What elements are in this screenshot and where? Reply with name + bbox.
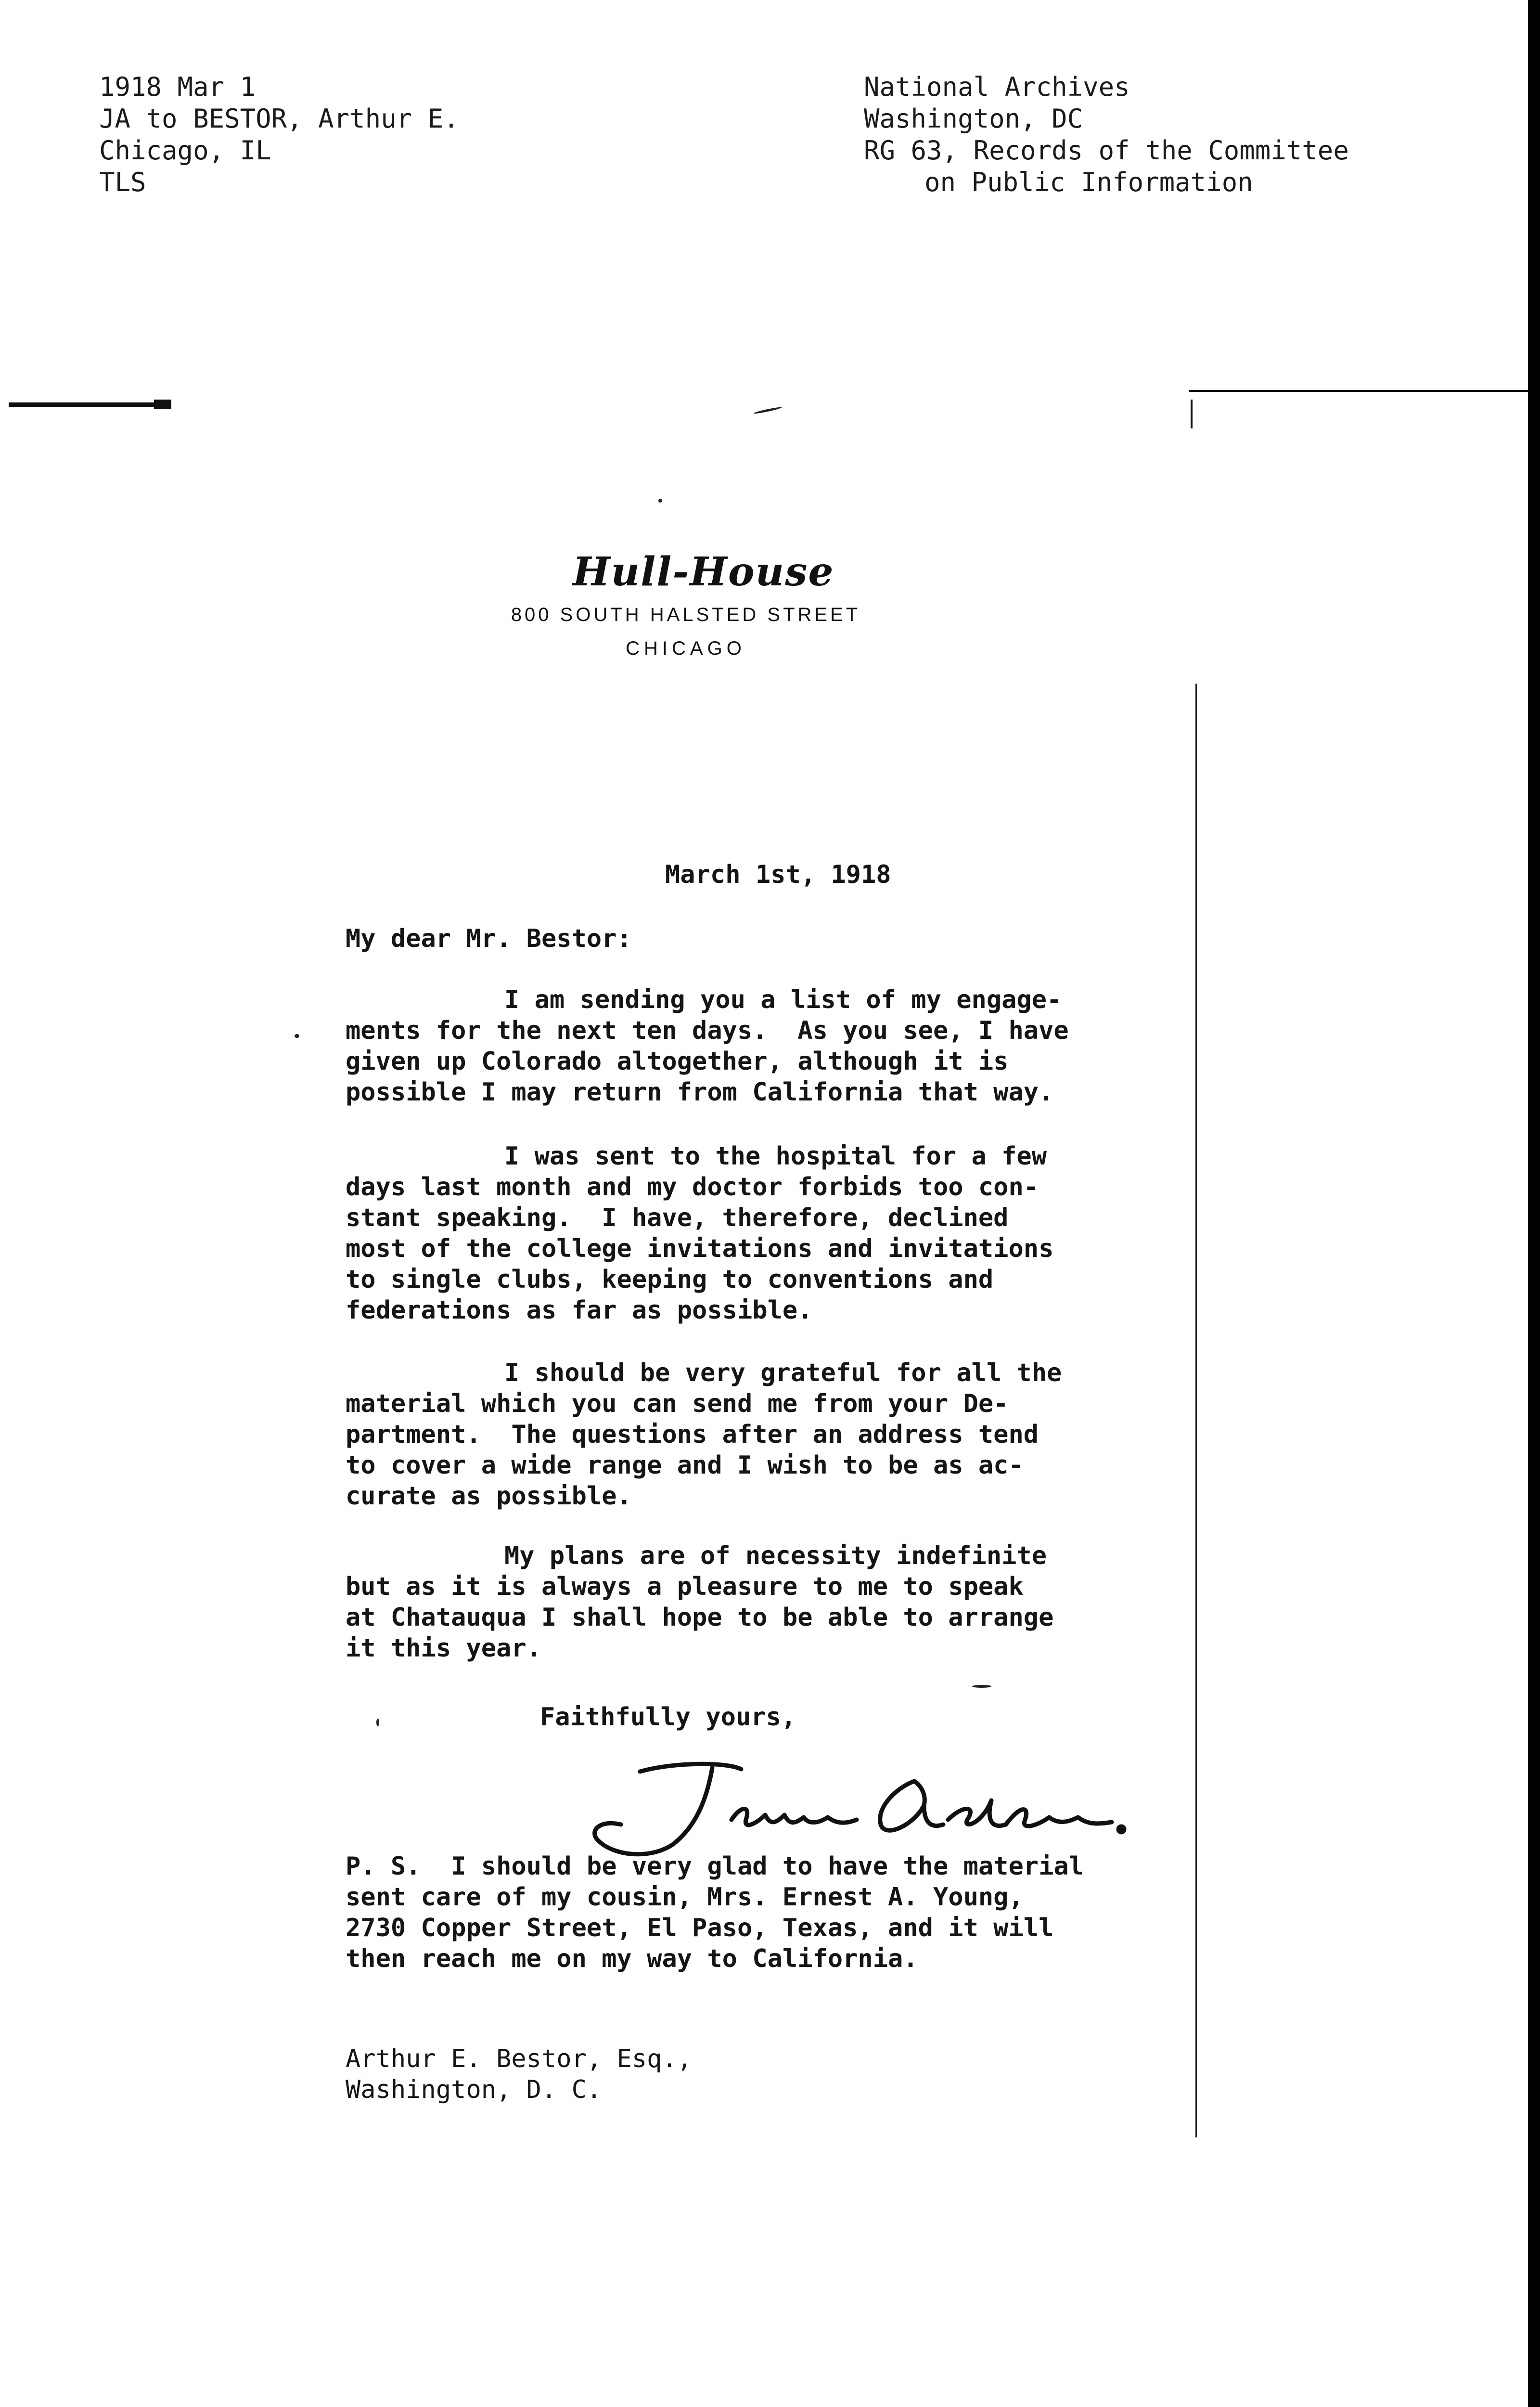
- paragraph-line: I should be very grateful for all the: [504, 1359, 1062, 1387]
- postscript-line: then reach me on my way to California.: [346, 1944, 918, 1973]
- archive-doc-type: TLS: [99, 167, 146, 197]
- paragraph-line: but as it is always a pleasure to me to speak: [346, 1572, 1024, 1601]
- archive-repository: National Archives: [864, 72, 1130, 102]
- letterhead-city: CHICAGO: [626, 638, 746, 659]
- paragraph-line: to cover a wide range and I wish to be as ac-: [346, 1451, 1024, 1480]
- paragraph-line: to single clubs, keeping to conventions and: [346, 1265, 994, 1294]
- closing: Faithfully yours,: [540, 1703, 796, 1732]
- archive-city: Washington, DC: [864, 104, 1083, 134]
- paragraph-line: at Chatauqua I shall hope to be able to arrange: [346, 1603, 1054, 1632]
- paragraph-line: days last month and my doctor forbids too con-: [346, 1173, 1039, 1202]
- archive-correspondents: JA to BESTOR, Arthur E.: [99, 104, 459, 134]
- paragraph-line: most of the college invitations and invitations: [346, 1234, 1054, 1263]
- handwritten-signature: [568, 1752, 1136, 1863]
- fold-mark-left-tip: [154, 400, 171, 409]
- fold-mark-left: [9, 402, 171, 407]
- scan-speck: [753, 406, 782, 414]
- postscript: [346, 1851, 1084, 1974]
- fold-mark-right: [1189, 390, 1528, 392]
- paragraph-line: I was sent to the hospital for a few: [504, 1142, 1047, 1171]
- body-paragraph: [346, 984, 1069, 1108]
- archive-date: 1918 Mar 1: [99, 72, 256, 102]
- body-paragraph: [346, 1358, 1062, 1512]
- paragraph-line: given up Colorado altogether, although it is: [346, 1047, 1009, 1076]
- paragraph-line: material which you can send me from your De-: [346, 1389, 1009, 1418]
- archive-record-group: RG 63, Records of the Committee: [864, 135, 1349, 166]
- scan-speck: [658, 499, 662, 503]
- margin-rule: [1195, 684, 1197, 2137]
- recipient-address: [346, 2044, 692, 2105]
- body-paragraph: [346, 1141, 1053, 1326]
- paragraph-line: partment. The questions after an address tend: [346, 1420, 1039, 1449]
- letterhead-street: 800 SOUTH HALSTED STREET: [511, 604, 861, 625]
- address-line: Washington, D. C.: [346, 2075, 602, 2104]
- scan-speck: [972, 1685, 991, 1688]
- archive-location: Chicago, IL: [99, 135, 271, 166]
- paragraph-line: ments for the next ten days. As you see, I have: [346, 1016, 1069, 1045]
- archive-record-group-cont: on Public Information: [924, 167, 1253, 197]
- address-line: Arthur E. Bestor, Esq.,: [346, 2045, 693, 2073]
- paragraph-line: I am sending you a list of my engage-: [504, 985, 1062, 1014]
- paragraph-line: it this year.: [346, 1634, 541, 1663]
- letter-date: March 1st, 1918: [665, 860, 891, 889]
- paragraph-line: federations as far as possible.: [346, 1296, 813, 1325]
- scan-speck: [295, 1034, 299, 1038]
- body-paragraph: [346, 1540, 1053, 1664]
- scan-speck: [376, 1719, 379, 1726]
- archive-citation-left: [99, 71, 459, 198]
- paragraph-line: stant speaking. I have, therefore, declined: [346, 1204, 1009, 1232]
- postscript-line: P. S. I should be very glad to have the material: [346, 1852, 1084, 1881]
- margin-tick: [1191, 400, 1193, 428]
- paragraph-line: My plans are of necessity indefinite: [504, 1541, 1047, 1570]
- postscript-line: sent care of my cousin, Mrs. Ernest A. Young,: [346, 1883, 1024, 1912]
- archive-citation-right: [864, 71, 1349, 198]
- letterhead-name: Hull-House: [573, 549, 834, 595]
- salutation: My dear Mr. Bestor:: [346, 924, 632, 953]
- postscript-line: 2730 Copper Street, El Paso, Texas, and it will: [346, 1914, 1054, 1942]
- paragraph-line: possible I may return from California that way.: [346, 1078, 1054, 1107]
- paragraph-line: curate as possible.: [346, 1482, 632, 1511]
